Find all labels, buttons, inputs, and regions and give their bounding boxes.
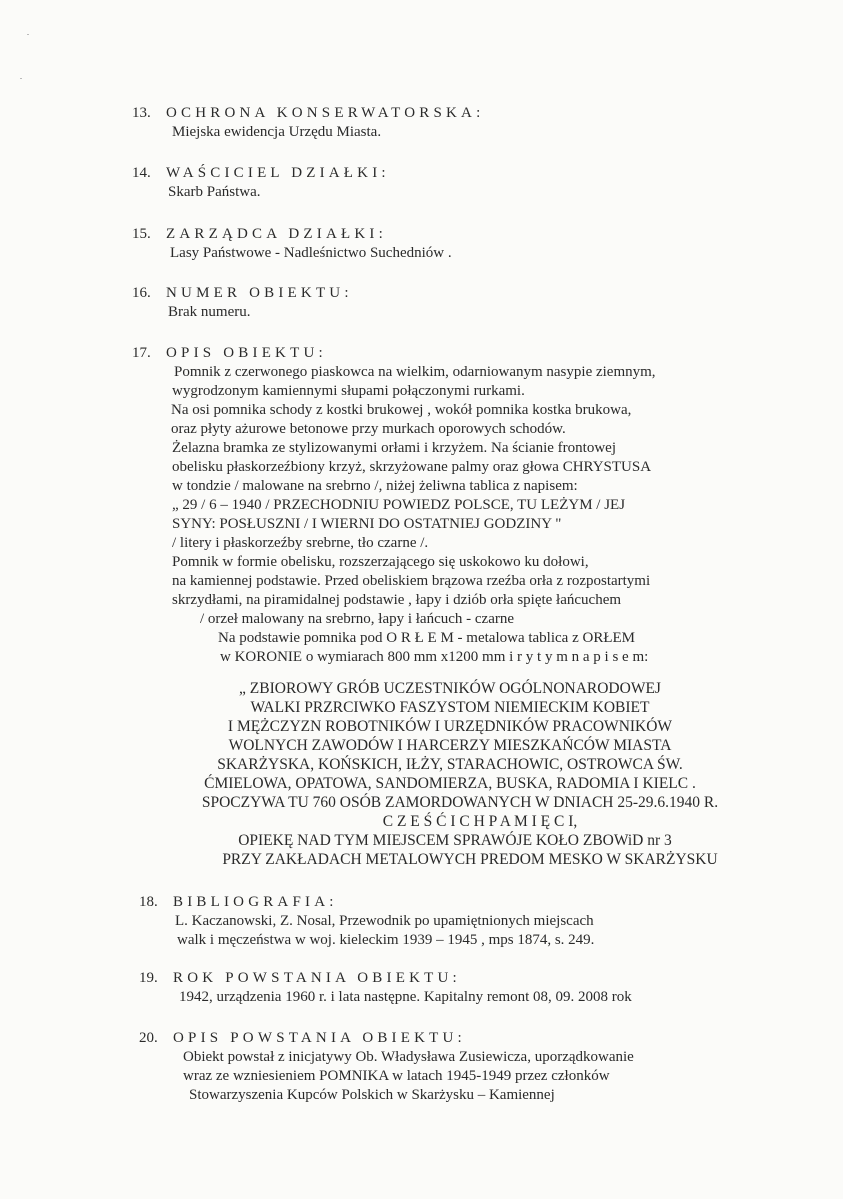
section-number: 17. — [132, 345, 151, 361]
section-body — [170, 244, 452, 263]
section-title: OPIS POWSTANIA OBIEKTU: — [173, 1030, 466, 1046]
section-title: OCHRONA KONSERWATORSKA: — [166, 105, 485, 121]
text-line: walk i męczeństwa w woj. kieleckim 1939 – 1945 , mps 1874, s. 249. — [177, 932, 595, 948]
text-line: SYNY: POSŁUSZNI / I WIERNI DO OSTATNIEJ GODZINY " — [172, 516, 562, 532]
text-line: Stowarzyszenia Kupców Polskich w Skarżysku – Kamiennej — [189, 1087, 555, 1103]
text-line: Na podstawie pomnika pod O R Ł E M - metalowa tablica z ORŁEM — [218, 630, 635, 646]
section-15 — [132, 225, 452, 263]
text-line: w KORONIE o wymiarach 800 mm x1200 mm i r y t y m n a p i s e m: — [220, 649, 649, 665]
inscription-line: I MĘŻCZYZN ROBOTNIKÓW I URZĘDNIKÓW PRACOWNIKÓW — [227, 718, 673, 735]
section-number: 16. — [132, 285, 151, 301]
section-heading — [139, 969, 632, 988]
section-body — [168, 183, 390, 202]
section-title: NUMER OBIEKTU: — [166, 285, 353, 301]
inscription-line: PRZY ZAKŁADACH METALOWYCH PREDOM MESKO W SKARŻYSKU — [222, 851, 718, 868]
text-line: Pomnik z czerwonego piaskowca na wielkim, odarniowanym nasypie ziemnym, — [174, 364, 656, 380]
section-16 — [132, 284, 353, 322]
section-body — [179, 988, 632, 1007]
section-number: 20. — [139, 1030, 158, 1046]
text-line: Żelazna bramka ze stylizowanymi orłami i krzyżem. Na ścianie frontowej — [172, 440, 616, 456]
text-line: Skarb Państwa. — [168, 184, 261, 200]
text-line: oraz płyty ażurowe betonowe przy murkach oporowych schodów. — [171, 421, 566, 437]
text-line: Obiekt powstał z inicjatywy Ob. Władysława Zusiewicza, uporządkowanie — [183, 1049, 634, 1065]
inscription-line: SPOCZYWA TU 760 OSÓB ZAMORDOWANYCH W DNIACH 25-29.6.1940 R. — [201, 794, 719, 811]
section-number: 13. — [132, 105, 151, 121]
plaque-inscription — [140, 679, 780, 869]
section-heading — [132, 344, 327, 363]
text-line: 1942, urządzenia 1960 r. i lata następne. Kapitalny remont 08, 09. 2008 rok — [179, 989, 632, 1005]
section-number: 19. — [139, 970, 158, 986]
section-body — [175, 912, 594, 950]
section-number: 15. — [132, 226, 151, 242]
text-line: Pomnik w formie obelisku, rozszerzającego się uskokowo ku dołowi, — [172, 554, 589, 570]
section-number: 14. — [132, 165, 151, 181]
text-line: w tondzie / malowane na srebrno /, niżej żeliwna tablica z napisem: — [172, 478, 578, 494]
text-line: Na osi pomnika schody z kostki brukowej , wokół pomnika kostka brukowa, — [171, 402, 632, 418]
section-heading — [139, 1029, 634, 1048]
section-title: BIBLIOGRAFIA: — [173, 894, 338, 910]
section-14 — [132, 164, 390, 202]
section-title: ROK POWSTANIA OBIEKTU: — [173, 970, 461, 986]
section-title: WAŚCICIEL DZIAŁKI: — [166, 165, 390, 181]
inscription-line: C Z E Ś Ć I C H P A M I Ę C I, — [382, 813, 578, 830]
section-13 — [132, 104, 484, 142]
section-heading — [132, 225, 452, 244]
text-line: Brak numeru. — [168, 304, 251, 320]
section-heading — [132, 104, 484, 123]
section-body — [172, 123, 484, 142]
text-line: „ 29 / 6 – 1940 / PRZECHODNIU POWIEDZ POLSCE, TU LEŻYM / JEJ — [172, 497, 626, 513]
section-number: 18. — [139, 894, 158, 910]
inscription-line: ĆMIELOWA, OPATOWA, SANDOMIERZA, BUSKA, RADOMIA I KIELC . — [204, 775, 696, 792]
section-heading — [139, 893, 594, 912]
text-line: obelisku płaskorzeźbiony krzyż, skrzyżowane palmy oraz głowa CHRYSTUSA — [172, 459, 652, 475]
inscription-line: WALKI PRZRCIWKO FASZYSTOM NIEMIECKIM KOBIET — [250, 699, 650, 716]
text-line: / litery i płaskorzeźby srebrne, tło czarne /. — [172, 535, 429, 551]
text-line: / orzeł malowany na srebrno, łapy i łańcuch - czarne — [200, 611, 515, 627]
inscription-line: WOLNYCH ZAWODÓW I HARCERZY MIESZKAŃCÓW MIASTA — [228, 737, 672, 754]
text-line: wygrodzonym kamiennymi słupami połączonymi rurkami. — [172, 383, 525, 399]
object-description — [172, 363, 656, 667]
section-17 — [132, 344, 327, 363]
section-heading — [132, 284, 353, 303]
section-18 — [139, 893, 594, 950]
text-line: na kamiennej podstawie. Przed obeliskiem brązowa rzeźba orła z rozpostartymi — [172, 573, 651, 589]
section-title: ZARZĄDCA DZIAŁKI: — [166, 226, 387, 242]
section-heading — [132, 164, 390, 183]
scan-speck — [20, 78, 22, 79]
section-body — [168, 303, 353, 322]
text-line: wraz ze wzniesieniem POMNIKA w latach 1945-1949 przez członków — [183, 1068, 610, 1084]
inscription-line: SKARŻYSKA, KOŃSKICH, IŁŻY, STARACHOWIC, OSTROWCA ŚW. — [217, 756, 683, 773]
scan-speck — [27, 34, 29, 35]
inscription-line: „ ZBIOROWY GRÓB UCZESTNIKÓW OGÓLNONARODOWEJ — [239, 680, 661, 697]
text-line: skrzydłami, na piramidalnej podstawie , łapy i dziób orła spięte łańcuchem — [172, 592, 622, 608]
text-line: Miejska ewidencja Urzędu Miasta. — [172, 124, 382, 140]
section-19 — [139, 969, 632, 1007]
text-line: Lasy Państwowe - Nadleśnictwo Suchedniów . — [170, 245, 452, 261]
section-title: OPIS OBIEKTU: — [166, 345, 327, 361]
section-body — [183, 1048, 634, 1105]
section-20 — [139, 1029, 634, 1105]
text-line: L. Kaczanowski, Z. Nosal, Przewodnik po upamiętnionych miejscach — [175, 913, 594, 929]
inscription-line: OPIEKĘ NAD TYM MIEJSCEM SPRAWÓJE KOŁO ZBOWiD nr 3 — [238, 832, 672, 849]
